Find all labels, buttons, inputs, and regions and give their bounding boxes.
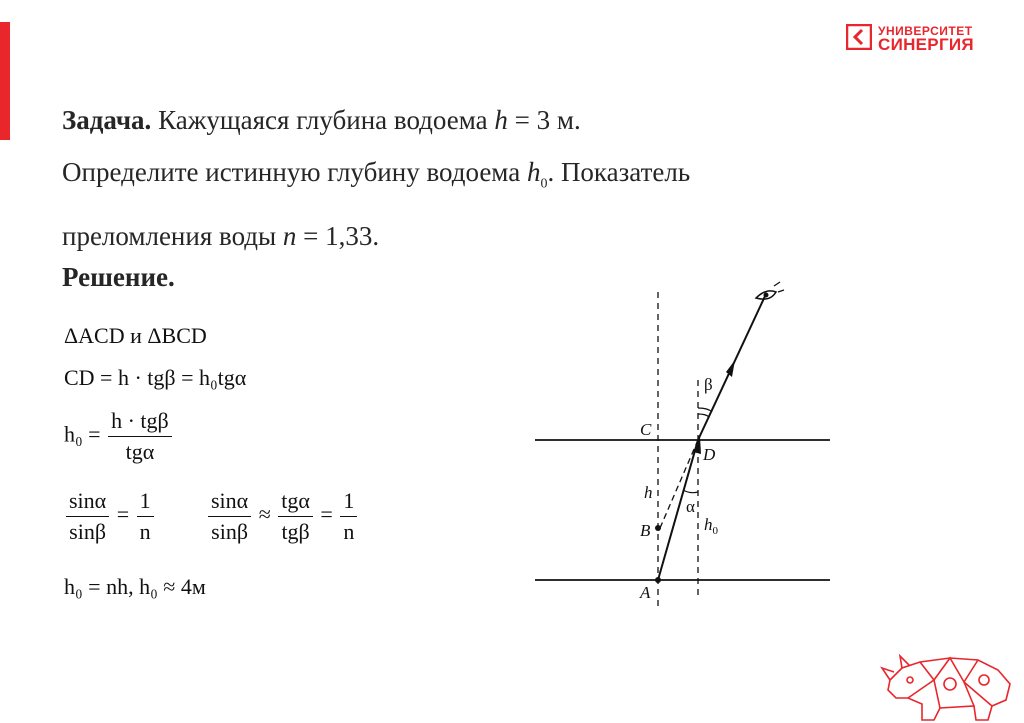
logo-mark-icon xyxy=(846,24,872,50)
logo-line1: УНИВЕРСИТЕТ xyxy=(878,24,973,38)
eye-icon xyxy=(756,282,784,299)
task-line-2: Определите истинную глубину водоема $h_0$. Показатель xyxy=(62,157,691,192)
rhino-mascot-icon xyxy=(880,640,1020,723)
refraction-diagram xyxy=(530,280,840,610)
accent-bar xyxy=(0,22,10,140)
ray-arrow-upper xyxy=(726,360,735,377)
label-b: B xyxy=(640,521,651,540)
equation-snell: $\frac{\sin\alpha}{\sin\beta}$ = $\frac{1}{n}$ xyxy=(64,488,156,545)
angle-alpha-arc xyxy=(683,490,698,493)
university-logo xyxy=(846,24,996,58)
label-h: h xyxy=(644,483,653,502)
equation-cd: CD = h · tgβ = h₀tgα xyxy=(64,365,247,390)
label-a: A xyxy=(640,583,651,602)
point-b xyxy=(655,525,661,531)
task-line-1: Задача. Кажущаяся глубина водоема h = 3 м. xyxy=(62,105,581,135)
label-d: D xyxy=(703,445,716,464)
task-label: Задача. xyxy=(62,105,152,135)
equation-result: h₀ = nh, h₀ ≈ 4м xyxy=(64,574,206,599)
label-alpha: α xyxy=(686,497,695,516)
task-statement xyxy=(62,94,962,262)
solution-title: Решение. xyxy=(62,262,175,292)
label-c: C xyxy=(640,420,652,439)
task-line-3: преломления воды n = 1,33. xyxy=(62,221,380,252)
logo-line2: СИНЕРГИЯ xyxy=(878,35,974,54)
angle-beta-arc xyxy=(698,408,712,412)
label-beta: β xyxy=(704,375,713,394)
equation-triangles: ΔACD и ΔBCD xyxy=(64,323,207,348)
equation-h0-fraction: h₀ = $\frac{\text{h · tgβ}}{\text{tgα}}$ xyxy=(64,408,174,465)
fraction: $\frac{\text{h · tgβ}}{\text{tgα}}$ xyxy=(108,408,172,465)
equation-small-angle: $\frac{\sin\alpha}{\sin\beta}$ ≈ $\frac{\text{tgα}}{\text{tgβ}}$ = $\frac{1}{n}$ xyxy=(206,488,359,545)
point-a xyxy=(655,577,661,583)
label-h0: $h_0$ xyxy=(704,515,718,537)
